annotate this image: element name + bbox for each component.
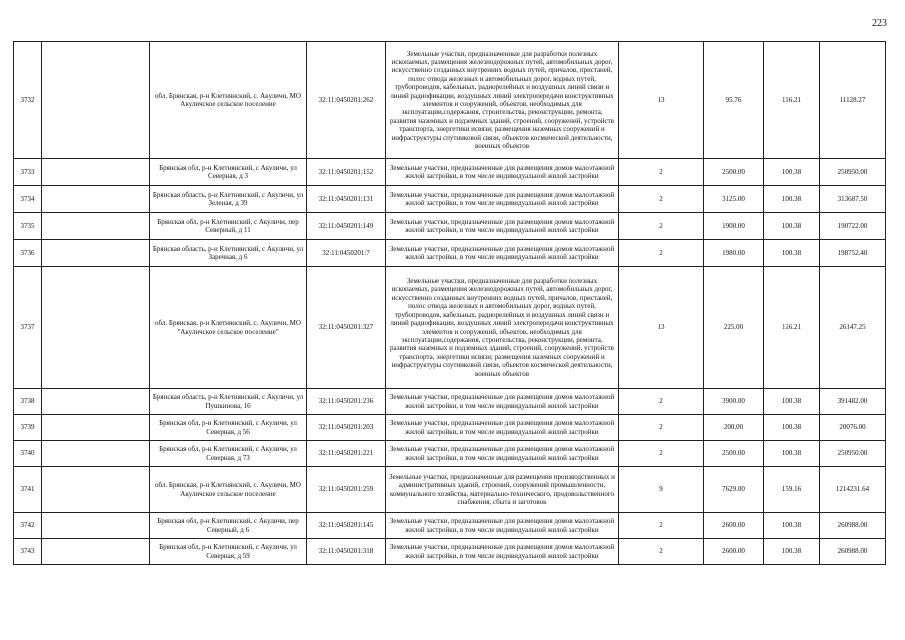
area-cell: 2600.00: [704, 539, 764, 565]
specific-value-cell: 116.21: [764, 42, 820, 159]
cadastral-number-cell: 32:11:0450201:318: [307, 539, 386, 565]
table-row: [14, 441, 886, 467]
cadastral-value-cell: 1214231.64: [820, 467, 886, 513]
table-row: [14, 159, 886, 186]
specific-value-cell: 116.21: [764, 267, 820, 389]
cadastral-number-cell: 32:11:0450201:7: [307, 240, 386, 267]
land-use-cell: Земельные участки, предназначенные для размещения домов малоэтажной жилой застройки, в том числе индивидуальной жилой застройки: [386, 159, 619, 186]
cadastral-value-cell: 313687.50: [820, 186, 886, 213]
empty-cell: [42, 42, 150, 159]
area-cell: 1900.00: [704, 213, 764, 240]
cadastral-number-cell: 32:11:0450201:203: [307, 415, 386, 441]
cadastral-number-cell: 32:11:0450201:221: [307, 441, 386, 467]
empty-cell: [42, 159, 150, 186]
row-number: 3733: [14, 159, 42, 186]
table-row: [14, 213, 886, 240]
land-use-cell: Земельные участки, предназначенные для размещения домов малоэтажной жилой застройки, в том числе индивидуальной жилой застройки: [386, 240, 619, 267]
category-group-cell: 2: [619, 159, 704, 186]
category-group-cell: 2: [619, 415, 704, 441]
specific-value-cell: 100.38: [764, 441, 820, 467]
row-number: 3736: [14, 240, 42, 267]
cadastral-value-cell: 26147.25: [820, 267, 886, 389]
table-row: [14, 513, 886, 539]
table-row: [14, 186, 886, 213]
area-cell: 3900.00: [704, 389, 764, 415]
specific-value-cell: 100.38: [764, 159, 820, 186]
specific-value-cell: 159.16: [764, 467, 820, 513]
table-row: [14, 240, 886, 267]
area-cell: 7629.00: [704, 467, 764, 513]
land-use-cell: Земельные участки, предназначенные для разработки полезных ископаемых, размещения железнодорожных путей, автомобильных дорог, искусственно созданных внутренних водных путей, причалов, пристаней, полос отвода железных и автомобильных дорог, водных путей, трубопроводов, кабельных, радиорелейных и воздушных линий связи и линий радиофикации, воздушных линий электропередачи конструктивных элементов и сооружений, объектов, необходимых для эксплуатации,содержания, строительства, реконструкции, ремонта, развития наземных и подземных зданий, строений, сооружений, устройств транспорта, энергетики исвязи; размещения наземных сооружений и инфраструктуры спутниковой связи, объектов космической деятельности, военных объектов: [386, 42, 619, 159]
area-cell: 2500.00: [704, 441, 764, 467]
address-cell: Брянская область, р-н Клетнянский, с Акуличи, ул Зеленая, д 39: [150, 186, 307, 213]
land-use-cell: Земельные участки, предназначенные для размещения домов малоэтажной жилой застройки, в том числе индивидуальной жилой застройки: [386, 415, 619, 441]
specific-value-cell: 100.38: [764, 240, 820, 267]
address-cell: Брянская обл, р-н Клетнянский, с Акуличи, ул Северная, д 59: [150, 539, 307, 565]
category-group-cell: 2: [619, 513, 704, 539]
cadastral-value-cell: 391482.00: [820, 389, 886, 415]
cadastral-value-cell: 11128.27: [820, 42, 886, 159]
land-use-cell: Земельные участки, предназначенные для размещения домов малоэтажной жилой застройки, в том числе индивидуальной жилой застройки: [386, 389, 619, 415]
specific-value-cell: 100.38: [764, 415, 820, 441]
row-number: 3738: [14, 389, 42, 415]
cadastral-value-cell: 260988.00: [820, 539, 886, 565]
category-group-cell: 13: [619, 267, 704, 389]
table-row: [14, 267, 886, 389]
table-row: [14, 42, 886, 159]
specific-value-cell: 100.38: [764, 539, 820, 565]
cadastral-number-cell: 32:11:0450201:262: [307, 42, 386, 159]
specific-value-cell: 100.38: [764, 513, 820, 539]
cadastral-value-cell: 250950.00: [820, 441, 886, 467]
land-use-cell: Земельные участки, предназначенные для размещения домов малоэтажной жилой застройки, в том числе индивидуальной жилой застройки: [386, 213, 619, 240]
specific-value-cell: 100.38: [764, 186, 820, 213]
area-cell: 95.76: [704, 42, 764, 159]
cadastral-value-cell: 260988.00: [820, 513, 886, 539]
row-number: 3740: [14, 441, 42, 467]
area-cell: 1980.00: [704, 240, 764, 267]
row-number: 3743: [14, 539, 42, 565]
land-use-cell: Земельные участки, предназначенные для размещения домов малоэтажной жилой застройки, в том числе индивидуальной жилой застройки: [386, 539, 619, 565]
cadastral-value-cell: 20076.00: [820, 415, 886, 441]
address-cell: Брянская обл, р-н Клетнянский, с Акуличи, пер Северный, д 11: [150, 213, 307, 240]
category-group-cell: 2: [619, 389, 704, 415]
specific-value-cell: 100.38: [764, 213, 820, 240]
empty-cell: [42, 213, 150, 240]
cadastral-number-cell: 32:11:0450201:149: [307, 213, 386, 240]
row-number: 3732: [14, 42, 42, 159]
category-group-cell: 13: [619, 42, 704, 159]
category-group-cell: 2: [619, 441, 704, 467]
specific-value-cell: 100.38: [764, 389, 820, 415]
area-cell: 225.00: [704, 267, 764, 389]
empty-cell: [42, 186, 150, 213]
cadastral-value-cell: 190722.00: [820, 213, 886, 240]
category-group-cell: 2: [619, 539, 704, 565]
address-cell: обл. Брянская, р-н Клетнянский, с. Акуличи, МО "Акуличское сельское поселение": [150, 267, 307, 389]
land-use-cell: Земельные участки, предназначенные для размещения домов малоэтажной жилой застройки, в том числе индивидуальной жилой застройки: [386, 441, 619, 467]
row-number: 3739: [14, 415, 42, 441]
land-use-cell: Земельные участки, предназначенные для размещения домов малоэтажной жилой застройки, в том числе индивидуальной жилой застройки: [386, 186, 619, 213]
cadastral-value-cell: 198752.40: [820, 240, 886, 267]
land-use-cell: Земельные участки, предназначенные для размещения домов малоэтажной жилой застройки, в том числе индивидуальной жилой застройки: [386, 513, 619, 539]
land-use-cell: Земельные участки, предназначенные для размещения производственных и административных зданий, строений, сооружений промышленности, коммунального хозяйства, материально-технического, продовольственного снабжения, сбыта и заготовок: [386, 467, 619, 513]
page-number: 223: [872, 18, 887, 29]
cadastral-number-cell: 32:11:0450201:259: [307, 467, 386, 513]
empty-cell: [42, 240, 150, 267]
address-cell: Брянская обл, р-н Клетнянский, с Акуличи, ул Северная, д 3: [150, 159, 307, 186]
land-use-cell: Земельные участки, предназначенные для разработки полезных ископаемых, размещения железнодорожных путей, автомобильных дорог, искусственно созданных внутренних водных путей, причалов, пристаней, полос отвода железных и автомобильных дорог, водных путей, трубопроводов, кабельных, радиорелейных и воздушных линий связи и линий радиофикации, воздушных линий электропередачи конструктивных элементов и сооружений, объектов, необходимых для эксплуатации,содержания, строительства, реконструкции, ремонта, развития наземных и подземных зданий, строений, сооружений, устройств транспорта, энергетики исвязи; размещения наземных сооружений и инфраструктуры спутниковой связи, объектов космической деятельности, военных объектов: [386, 267, 619, 389]
cadastral-number-cell: 32:11:0450201:145: [307, 513, 386, 539]
empty-cell: [42, 389, 150, 415]
empty-cell: [42, 267, 150, 389]
address-cell: обл. Брянская, р-н Клетнянский, с. Акуличи, МО Акуличское сельское поселение: [150, 467, 307, 513]
cadastral-number-cell: 32:11:0450201:327: [307, 267, 386, 389]
address-cell: Брянская обл, р-н Клетнянский, с Акуличи, пер Северный, д 6: [150, 513, 307, 539]
category-group-cell: 9: [619, 467, 704, 513]
empty-cell: [42, 539, 150, 565]
address-cell: Брянская обл, р-н Клетнянский, с Акуличи, ул Северная, д 73: [150, 441, 307, 467]
address-cell: Брянская обл, р-н Клетнянский, с Акуличи, ул Северная, д 56: [150, 415, 307, 441]
row-number: 3735: [14, 213, 42, 240]
cadastral-value-cell: 250950.00: [820, 159, 886, 186]
category-group-cell: 2: [619, 213, 704, 240]
area-cell: 200.00: [704, 415, 764, 441]
empty-cell: [42, 441, 150, 467]
category-group-cell: 2: [619, 240, 704, 267]
row-number: 3734: [14, 186, 42, 213]
cadastral-number-cell: 32:11:0450201:131: [307, 186, 386, 213]
empty-cell: [42, 513, 150, 539]
table-row: [14, 415, 886, 441]
address-cell: Брянская область, р-н Клетнянский, с Акуличи, ул Пушкинова, 16: [150, 389, 307, 415]
address-cell: Брянская область, р-н Клетнянский, с Акуличи, ул Заречная, д 6: [150, 240, 307, 267]
category-group-cell: 2: [619, 186, 704, 213]
table-row: [14, 467, 886, 513]
area-cell: 2600.00: [704, 513, 764, 539]
empty-cell: [42, 467, 150, 513]
empty-cell: [42, 415, 150, 441]
row-number: 3741: [14, 467, 42, 513]
table-row: [14, 389, 886, 415]
address-cell: обл. Брянская, р-н Клетнянский, с. Акуличи, МО Акуличское сельское поселение: [150, 42, 307, 159]
table-row: [14, 539, 886, 565]
area-cell: 3125.00: [704, 186, 764, 213]
row-number: 3737: [14, 267, 42, 389]
table-body: [14, 42, 886, 565]
cadastral-value-table: [13, 41, 886, 565]
cadastral-number-cell: 32:11:0450201:236: [307, 389, 386, 415]
area-cell: 2500.00: [704, 159, 764, 186]
row-number: 3742: [14, 513, 42, 539]
cadastral-number-cell: 32:11:0450201:152: [307, 159, 386, 186]
